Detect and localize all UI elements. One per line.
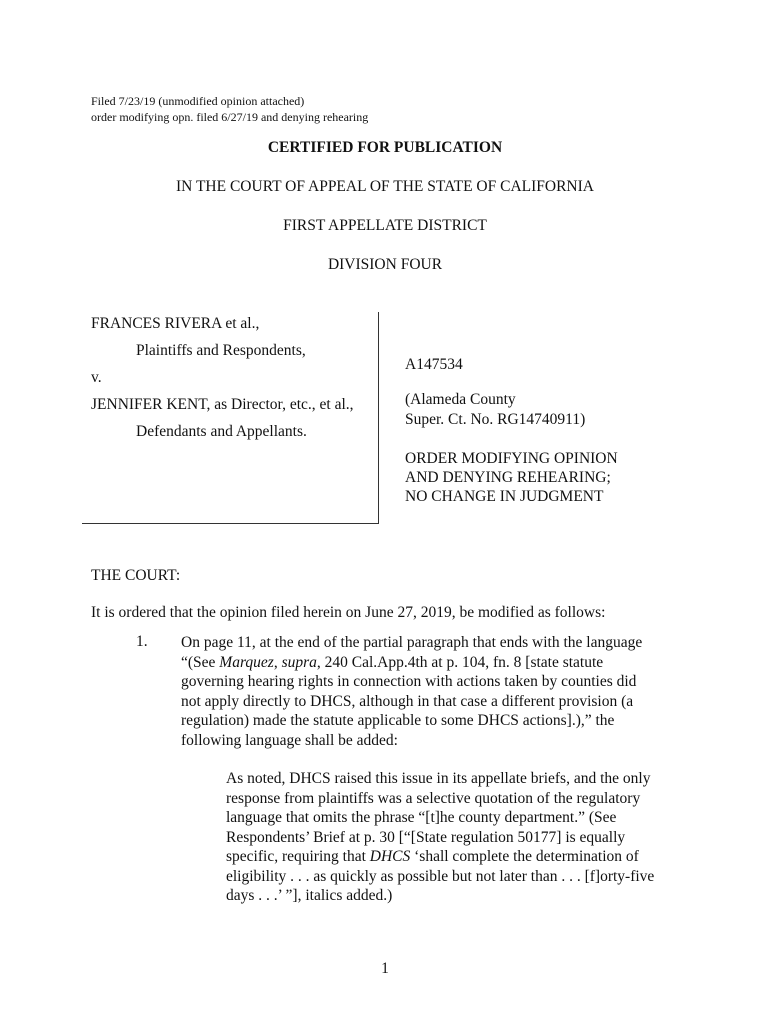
order-title-line-3: NO CHANGE IN JUDGMENT (405, 488, 604, 505)
caption-vertical-rule (378, 312, 379, 524)
quote-line: Respondents’ Brief at p. 30 [“[State regulation 50177] is equally (226, 828, 626, 846)
filing-line-2: order modifying opn. filed 6/27/19 and denying rehearing (91, 110, 369, 124)
supra-term: supra (281, 653, 317, 671)
plaintiff-name: FRANCES RIVERA et al., (91, 315, 260, 332)
order-title-line-1: ORDER MODIFYING OPINION (405, 450, 618, 467)
defendant-role: Defendants and Appellants. (136, 423, 307, 440)
quote-line: days . . .’ ”], italics added.) (226, 887, 393, 904)
quote-line: As noted, DHCS raised this issue in its appellate briefs, and the only (226, 770, 651, 787)
quote-line: language that omits the phrase “[t]he county department.” (See (226, 809, 617, 826)
defendant-name: JENNIFER KENT, as Director, etc., et al., (91, 396, 354, 413)
quote-line: response from plaintiffs was a selective quotation of the regulatory (226, 789, 641, 807)
quote-line: specific, requiring that DHCS ‘shall complete the determination of (226, 848, 639, 865)
item-paragraph (181, 633, 642, 750)
certified-heading: CERTIFIED FOR PUBLICATION (267, 139, 503, 156)
filing-line-1: Filed 7/23/19 (unmodified opinion attached) (91, 94, 305, 108)
page-number: 1 (381, 960, 389, 977)
item-line: On page 11, at the end of the partial paragraph that ends with the language (181, 634, 643, 651)
county-line-1: (Alameda County (405, 391, 516, 408)
dhcs-emphasis: DHCS (369, 848, 411, 865)
the-court-label: THE COURT: (91, 567, 181, 584)
item-number: 1. (136, 633, 148, 650)
order-title-line-2: AND DENYING REHEARING; (405, 469, 611, 486)
item-line: regulation) made the statute applicable to some DHCS actions].),” the (181, 712, 615, 729)
court-heading: IN THE COURT OF APPEAL OF THE STATE OF CALIFORNIA (176, 178, 594, 195)
case-number: A147534 (405, 356, 463, 373)
inserted-language-block (226, 769, 654, 906)
order-intro: It is ordered that the opinion filed herein on June 27, 2019, be modified as follows: (91, 604, 606, 621)
division-heading: DIVISION FOUR (327, 256, 443, 273)
quote-line: eligibility . . . as quickly as possible but not later than . . . [f]orty-five (226, 867, 655, 885)
county-line-2: Super. Ct. No. RG14740911) (405, 411, 586, 428)
item-line: not apply directly to DHCS, although in that case a different provision (a (181, 692, 634, 710)
case-name-marquez: Marquez (219, 653, 274, 671)
plaintiff-role: Plaintiffs and Respondents, (136, 342, 306, 359)
item-line: governing hearing rights in connection with actions taken by counties did (181, 673, 637, 690)
versus: v. (91, 369, 102, 386)
item-line: “(See Marquez, supra, 240 Cal.App.4th at p. 104, fn. 8 [state statute (181, 653, 604, 671)
item-line: following language shall be added: (181, 731, 398, 749)
caption-horizontal-rule (82, 523, 379, 524)
district-heading: FIRST APPELLATE DISTRICT (283, 217, 487, 234)
